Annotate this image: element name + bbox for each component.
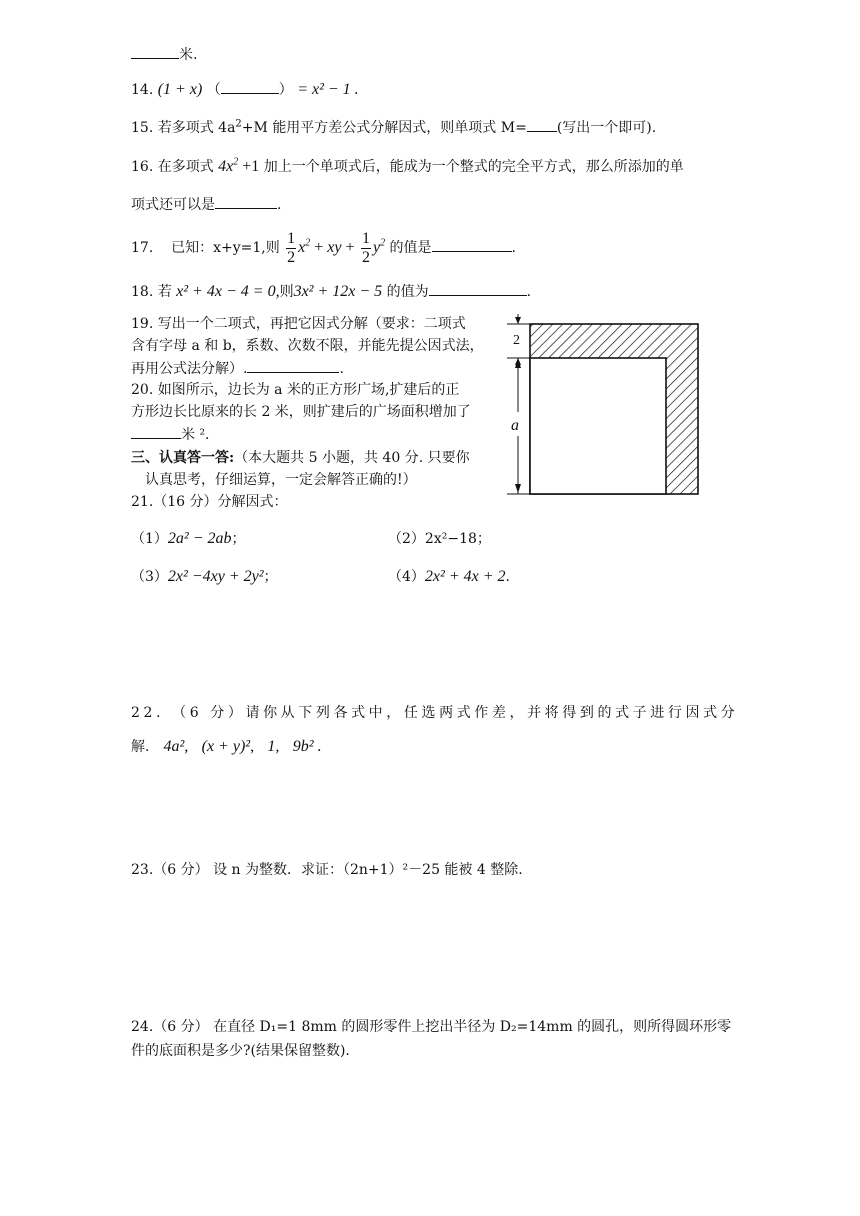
answer-blank[interactable] [432, 237, 512, 252]
question-21-part2: （2）2x²−18； [388, 531, 491, 547]
q13-tail: 米. [131, 44, 197, 65]
question-21-part1: （1）2a² − 2ab； [131, 530, 246, 547]
question-15: 15. 若多项式 $4a^2+M$ 能用平方差公式分解因式，则单项式 M= (写出一个即可). [131, 118, 657, 136]
answer-blank[interactable] [429, 281, 527, 296]
question-23: 23.（6 分） 设 n 为整数．求证：（2n+1）²－25 能被 4 整除. [131, 862, 523, 878]
answer-blank[interactable] [221, 79, 279, 94]
question-16-line1: 16. 在多项式 $4x^2 +1$ 加上一个单项式后，能成为一个整式的完全平方式，那么所添加的单 [131, 156, 684, 175]
question-19-line2: 含有字母 a 和 b，系数、次数不限，并能先提公因式法， [131, 338, 484, 354]
question-21-heading: 21.（16 分）分解因式： [131, 494, 288, 510]
question-24-line2: 件的底面积是多少?(结果保留整数). [131, 1043, 350, 1059]
question-22-line2: 解． 4a², (x + y)², 1, 9b² . [131, 738, 322, 755]
question-21-part4: （4）2x² + 4x + 2. [388, 568, 510, 585]
answer-blank[interactable] [131, 44, 179, 59]
question-19-line3: 再用公式法分解）. . [131, 358, 344, 379]
question-14: 14. (1 + x) （ ） = x² − 1 . [131, 81, 359, 98]
answer-blank[interactable] [131, 424, 181, 439]
answer-blank[interactable] [527, 117, 557, 132]
question-18: 18. 若 x² + 4x − 4 = 0,则3x² + 12x − 5 的值为 . [131, 283, 532, 300]
question-20-line3: 米 ². [131, 424, 210, 445]
question-16-line2: 项式还可以是 . [131, 194, 281, 215]
answer-blank[interactable] [215, 194, 277, 209]
fraction-half: $\frac{1}{2}$ [361, 229, 370, 266]
square-plaza-figure [505, 312, 705, 502]
original-square [530, 358, 666, 494]
question-20-line1: 20. 如图所示，边长为 a 米的正方形广场,扩建后的正 [131, 382, 460, 398]
label-2: 2 [513, 333, 520, 348]
fraction-half: $\frac{1}{2}$ [287, 229, 296, 266]
question-22-line1: 22. （6 分）请你从下列各式中，任选两式作差，并将得到的式子进行因式分 [131, 705, 739, 721]
label-a: a [511, 417, 519, 434]
section-3-heading: 三、认真答一答:（本大题共 5 小题，共 40 分. 只要你 [131, 450, 470, 466]
question-20-line2: 方形边长比原来的长 2 米，则扩建后的广场面积增加了 [131, 404, 471, 420]
answer-blank[interactable] [247, 358, 339, 373]
question-21-part3: （3）2x² −4xy + 2y²； [131, 568, 278, 585]
question-17: 17. 已知：x+y=1,则 $\frac{1}{2}$ $x^2$ + xy + $\frac{1}{2}$ $y^2$ 的值是 . [131, 229, 516, 266]
section-3-note: 认真思考，仔细运算，一定会解答正确的!） [145, 472, 417, 488]
question-19-line1: 19. 写出一个二项式，再把它因式分解（要求：二项式 [131, 316, 466, 332]
question-24-line1: 24.（6 分） 在直径 D₁=1 8mm 的圆形零件上挖出半径为 D₂=14mm 的圆孔，则所得圆环形零 [131, 1019, 732, 1035]
